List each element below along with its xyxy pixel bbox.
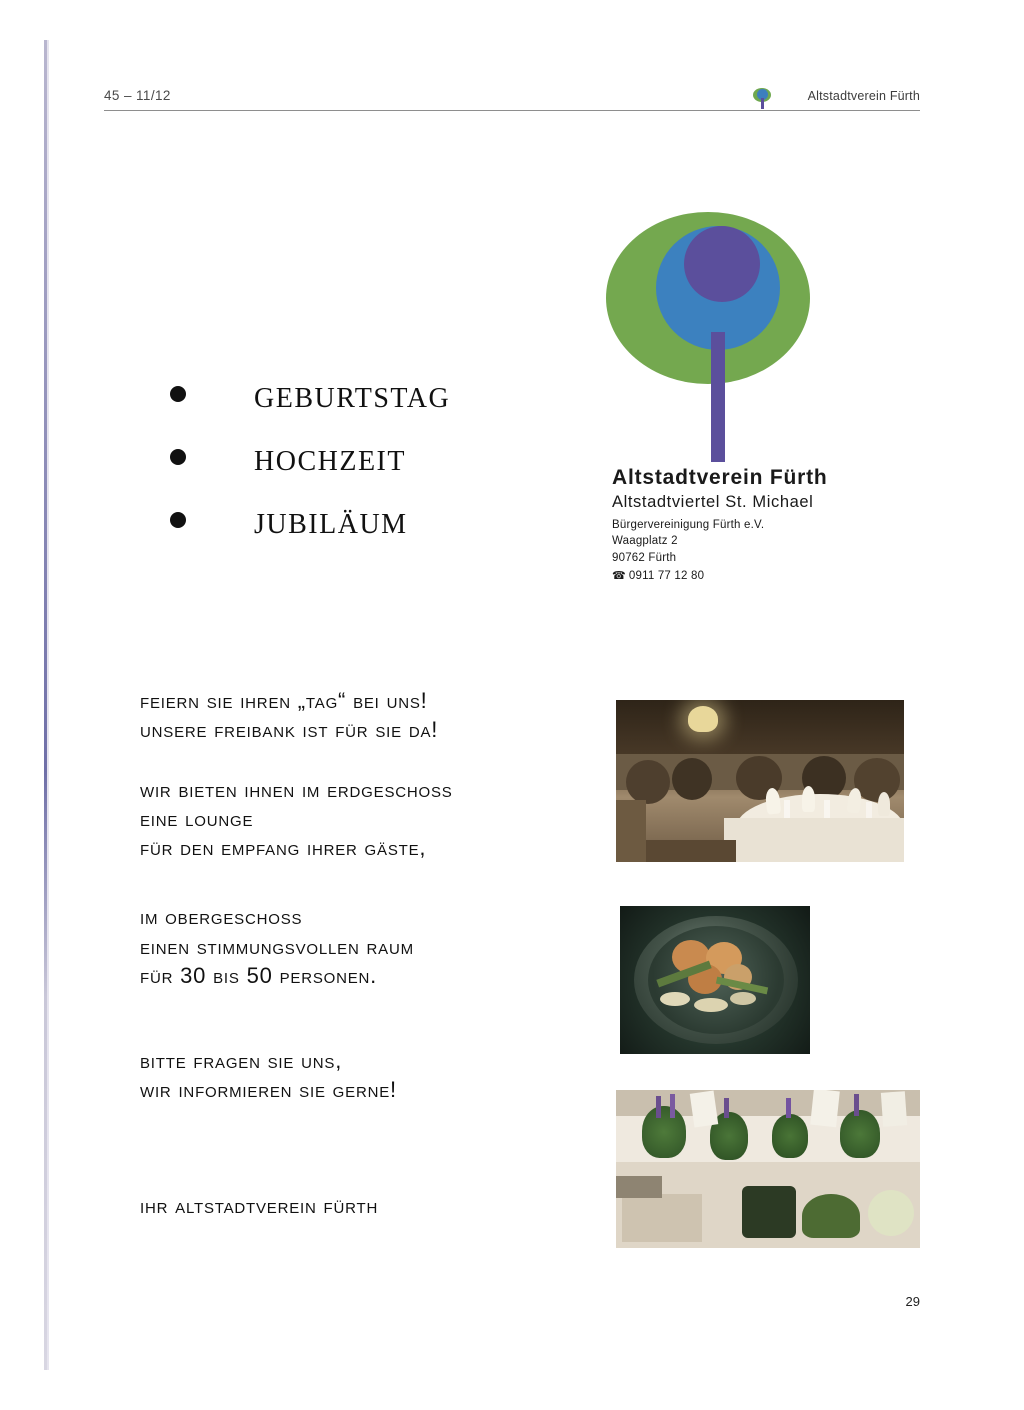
body-para3-line3: für 30 bis 50 personen. bbox=[140, 962, 378, 988]
address-street: Waagplatz 2 bbox=[612, 535, 678, 548]
address-subtitle: Altstadtviertel St. Michael bbox=[612, 493, 814, 512]
logo-purple-circle bbox=[684, 226, 760, 302]
address-phone-number: 0911 77 12 80 bbox=[628, 569, 705, 582]
list-item bbox=[170, 370, 600, 417]
body-para1-line1: feiern sie ihren „tag“ bei uns! bbox=[140, 688, 428, 713]
occasion-label-geburtstag: geburtstag bbox=[254, 371, 451, 416]
body-para1-line2: unsere freibank ist für sie da! bbox=[140, 717, 439, 743]
address-org-name: Altstadtverein Fürth bbox=[612, 466, 828, 489]
header-org-label: Altstadtverein Fürth bbox=[807, 89, 920, 103]
altstadtverein-tree-logo-icon-large bbox=[606, 212, 818, 462]
bullet-dot-icon bbox=[170, 449, 186, 465]
list-item bbox=[170, 496, 600, 543]
body-para2-line1: wir bieten ihnen im erdgeschoss bbox=[140, 776, 453, 802]
header-issue-label: 45 – 11/12 bbox=[104, 88, 171, 103]
body-copy bbox=[140, 686, 610, 1220]
telephone-icon: ☎ bbox=[612, 569, 626, 582]
body-para2-line2: eine lounge bbox=[140, 805, 254, 831]
left-margin-stripe-secondary bbox=[47, 40, 49, 1370]
photo-decorated-table bbox=[616, 1090, 920, 1248]
page-number: 29 bbox=[905, 1294, 920, 1309]
body-para3-line2: einen stimmungsvollen raum bbox=[140, 933, 414, 959]
photo-food-plate bbox=[620, 906, 810, 1054]
logo-stem bbox=[711, 332, 725, 462]
body-para2-line3: für den empfang ihrer gäste, bbox=[140, 835, 427, 860]
bullet-dot-icon bbox=[170, 512, 186, 528]
occasion-label-hochzeit: hochzeit bbox=[254, 434, 406, 479]
list-item bbox=[170, 433, 600, 480]
body-para4-line1: bitte fragen sie uns, bbox=[140, 1048, 343, 1073]
occasion-label-jubilaeum: jubiläum bbox=[254, 497, 408, 542]
page-header bbox=[104, 88, 920, 114]
altstadtverein-tree-logo-icon bbox=[752, 88, 772, 110]
body-signature: ihr altstadtverein fürth bbox=[140, 1192, 379, 1218]
body-para4-line2: wir informieren sie gerne! bbox=[140, 1077, 397, 1103]
occasion-list bbox=[170, 370, 600, 559]
body-para3-line1: im obergeschoss bbox=[140, 904, 303, 930]
address-city: 90762 Fürth bbox=[612, 551, 677, 564]
header-divider bbox=[104, 110, 920, 111]
address-association: Bürgervereinigung Fürth e.V. bbox=[612, 518, 765, 531]
address-block bbox=[612, 466, 932, 585]
photo-banquet-tables bbox=[616, 700, 904, 862]
address-phone-line bbox=[612, 568, 932, 585]
bullet-dot-icon bbox=[170, 386, 186, 402]
